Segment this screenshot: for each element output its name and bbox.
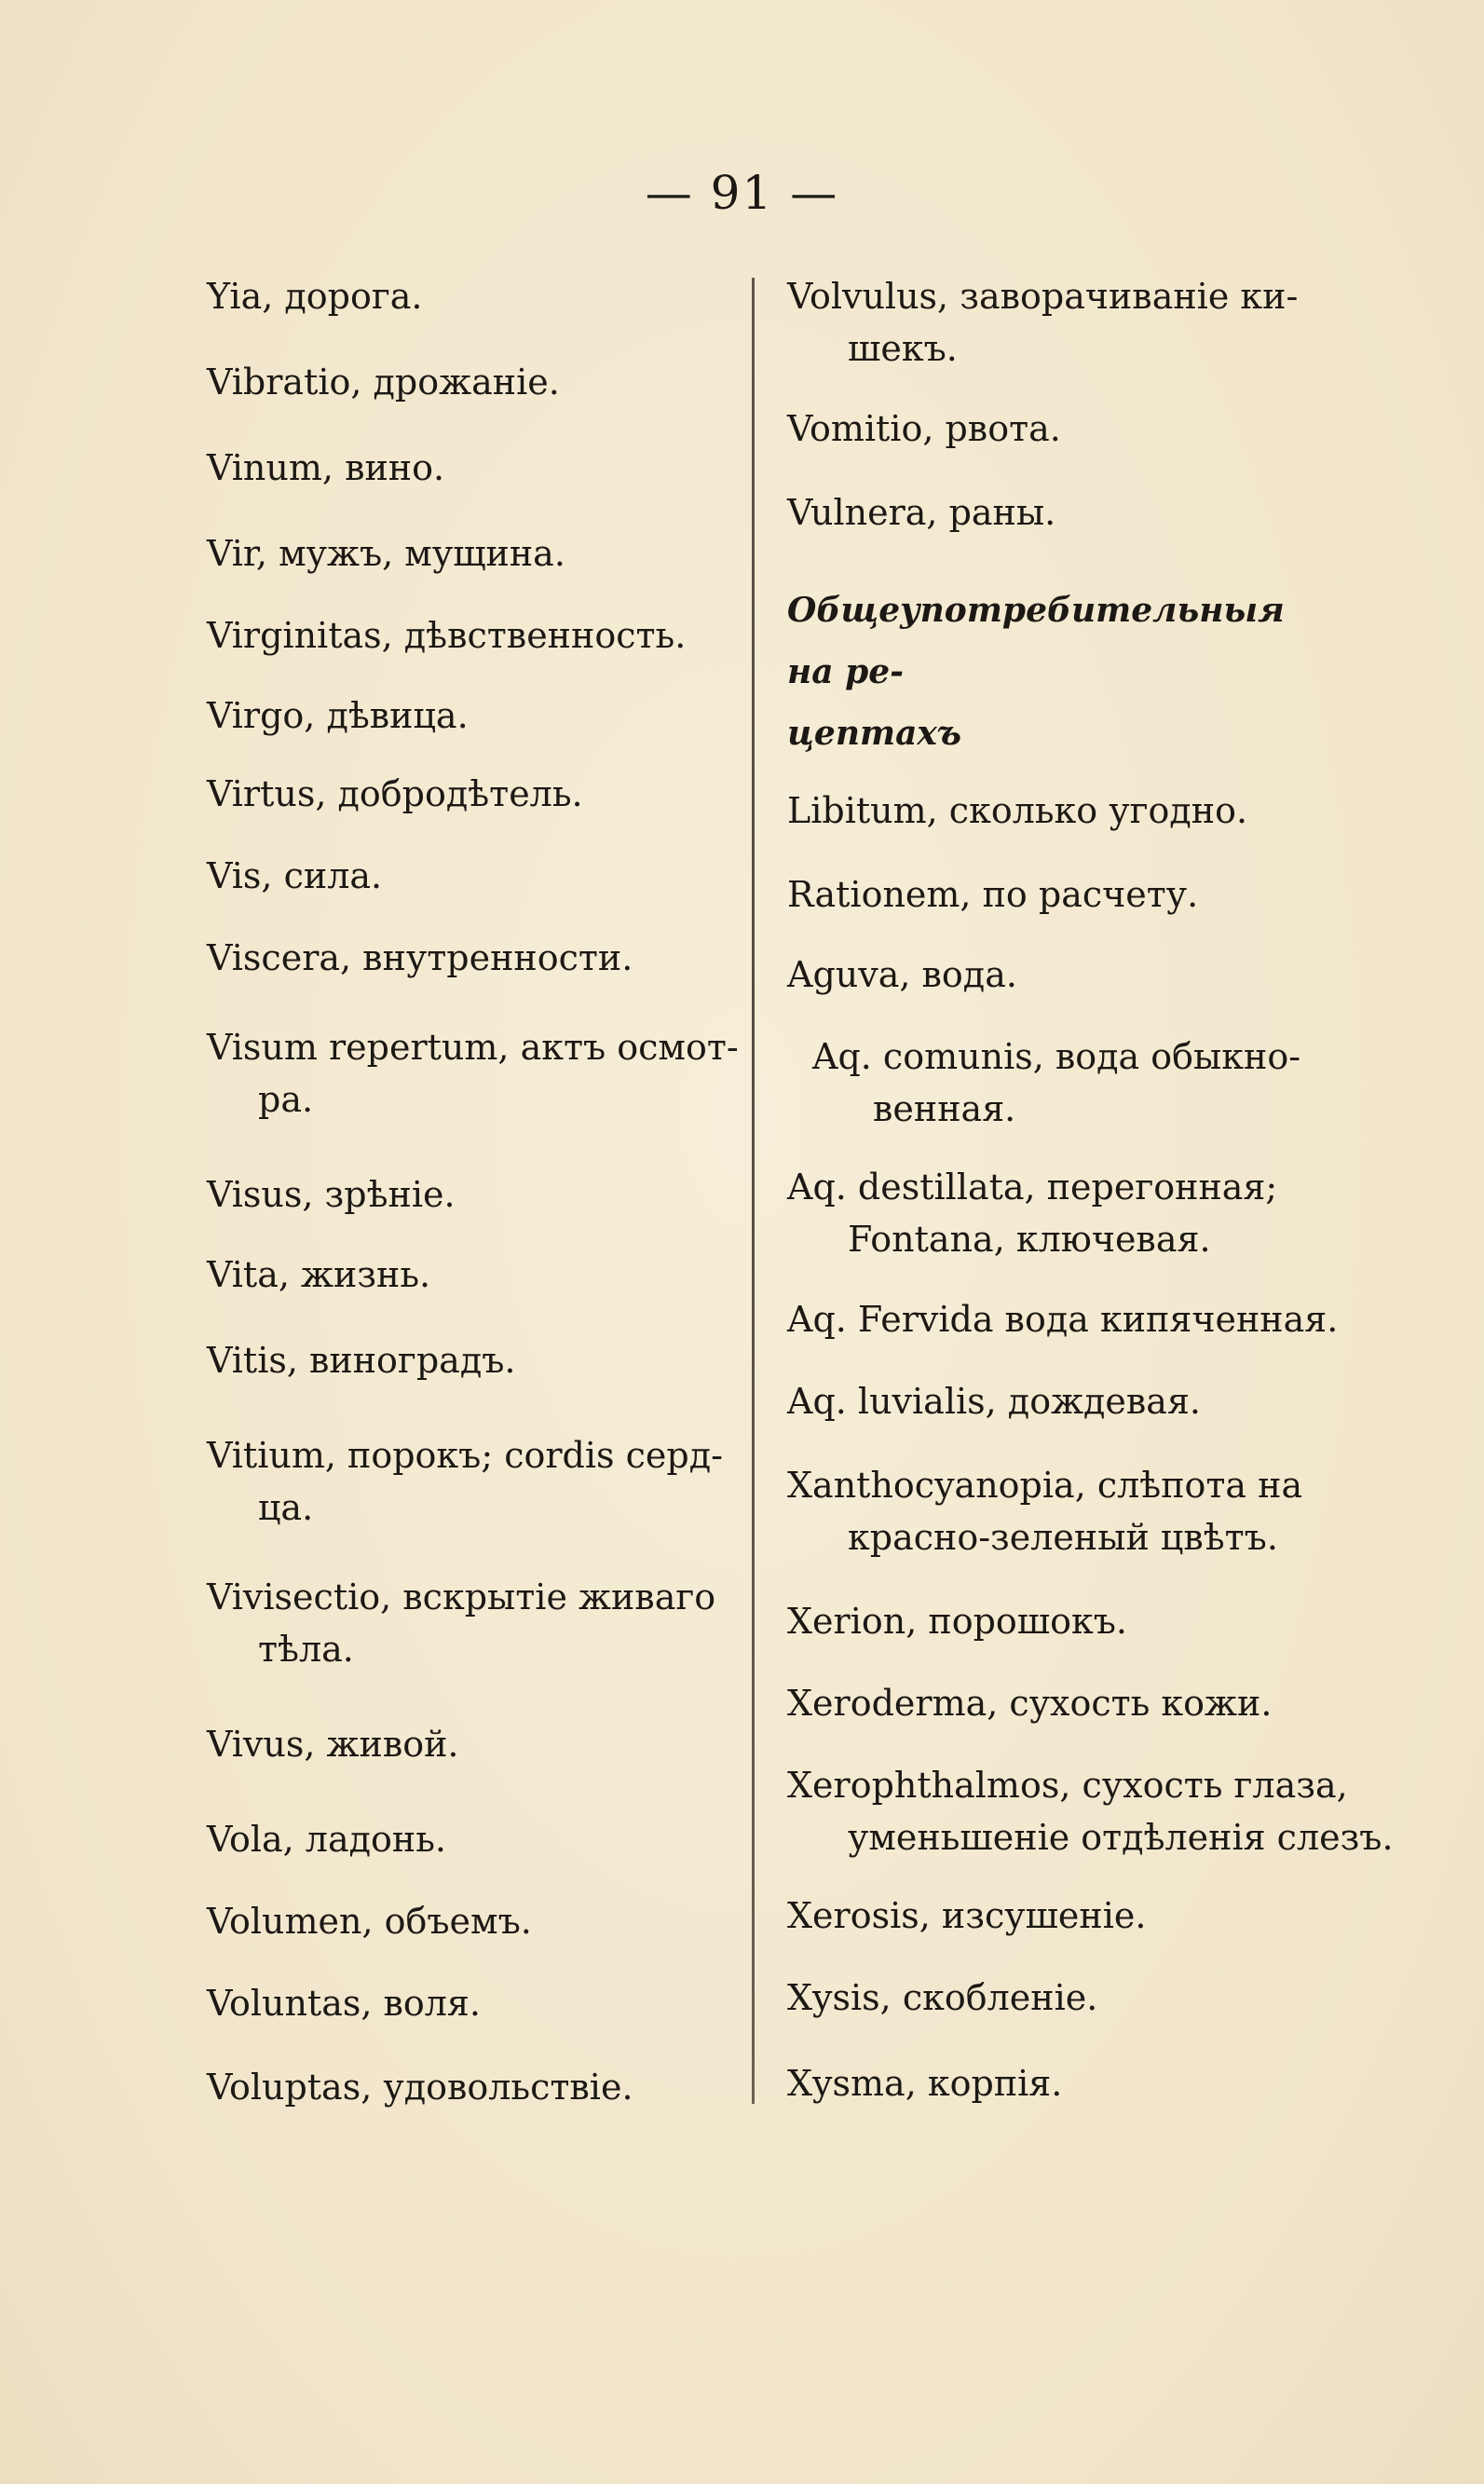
dictionary-entry: Aq. destillata, перегонная; Fontana, ключевая.: [787, 1167, 1278, 1260]
dictionary-entry: Voluptas, удовольствіе.: [207, 2067, 633, 2108]
page-number: — 91 —: [645, 166, 839, 220]
section-heading: Общеупотребительныя на ре- цептахъ: [787, 591, 1285, 753]
dictionary-entry: Yia, дорога.: [207, 276, 423, 317]
dictionary-entry: Aq. luvialis, дождевая.: [787, 1381, 1202, 1422]
dictionary-entry: Viscera, внутренности.: [207, 937, 633, 978]
dictionary-entry: Rationem, по расчету.: [787, 874, 1199, 915]
dictionary-entry: Vulnera, раны.: [787, 492, 1056, 533]
dictionary-entry: Aq. Fervida вода кипяченная.: [787, 1299, 1339, 1340]
dictionary-entry: Xerophthalmos, сухость глаза, уменьшеніе отдѣленія слезъ.: [787, 1765, 1394, 1858]
dictionary-entry: Aguva, вода.: [787, 954, 1017, 995]
dictionary-entry: Xeroderma, сухость кожи.: [787, 1683, 1273, 1724]
dictionary-entry: Volumen, объемъ.: [207, 1901, 532, 1942]
dictionary-entry: Vitis, виноградъ.: [207, 1340, 516, 1381]
dictionary-entry: Vola, ладонь.: [207, 1819, 446, 1860]
dictionary-entry: Virginitas, дѣвственность.: [207, 615, 687, 656]
dictionary-entry: Vinum, вино.: [207, 447, 445, 488]
dictionary-entry: Libitum, сколько угодно.: [787, 790, 1248, 831]
dictionary-entry: Aq. comunis, вода обыкно- венная.: [812, 1036, 1301, 1129]
dictionary-entry: Voluntas, воля.: [207, 1983, 481, 2024]
dictionary-entry: Virtus, добродѣтель.: [207, 773, 583, 814]
dictionary-entry: Vir, мужъ, мущина.: [207, 533, 565, 574]
dictionary-entry: Xanthocyanopia, слѣпота на красно-зеленый цвѣтъ.: [787, 1465, 1303, 1558]
dictionary-entry: Xysis, скобленіе.: [787, 1977, 1098, 2018]
dictionary-entry: Xysma, корпія.: [787, 2063, 1063, 2104]
dictionary-entry: Vomitio, рвота.: [787, 408, 1061, 449]
dictionary-entry: Virgo, дѣвица.: [207, 695, 469, 736]
dictionary-entry: Vitium, порокъ; cordis серд- ца.: [207, 1435, 723, 1528]
dictionary-entry: Vita, жизнь.: [207, 1254, 431, 1295]
dictionary-entry: Xerosis, изсушеніе.: [787, 1895, 1147, 1936]
dictionary-entry: Vis, сила.: [207, 855, 383, 896]
dictionary-entry: Vibratio, дрожаніе.: [207, 362, 560, 403]
column-divider: [752, 278, 755, 2104]
dictionary-entry: Xerion, порошокъ.: [787, 1601, 1127, 1642]
dictionary-entry: Visus, зрѣніе.: [207, 1174, 456, 1215]
dictionary-entry: Vivisectio, вскрытіе живаго тѣла.: [207, 1576, 716, 1670]
dictionary-entry: Vivus, живой.: [207, 1724, 459, 1765]
dictionary-entry: Volvulus, заворачиваніе ки- шекъ.: [787, 276, 1299, 369]
dictionary-entry: Visum repertum, актъ осмот- ра.: [207, 1027, 739, 1120]
